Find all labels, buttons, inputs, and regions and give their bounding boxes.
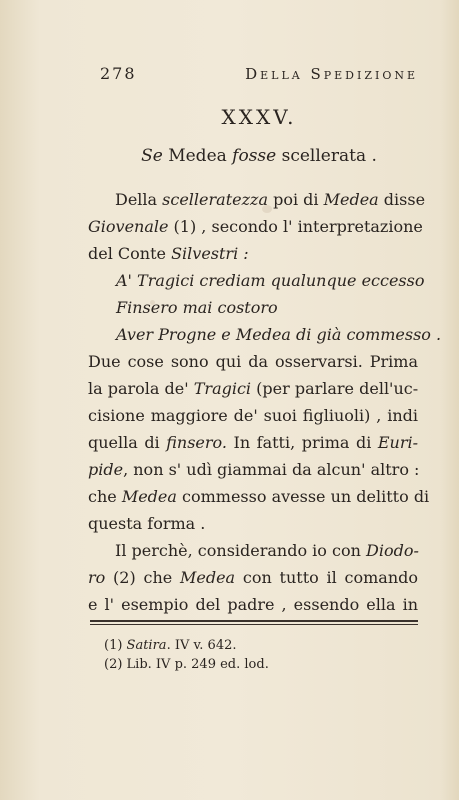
- title-word-fosse: fosse: [232, 146, 277, 166]
- verse-line: Finsero mai costoro: [116, 298, 278, 317]
- text-line: pide, non s' udì giammai da alcun' altro :: [88, 460, 420, 479]
- text-line: ro (2) che Medea con tutto il comando: [88, 568, 419, 587]
- text-line: questa forma .: [88, 514, 206, 533]
- footnotes: [104, 636, 404, 674]
- text-line: Della scelleratezza poi di Medea disse: [115, 190, 426, 209]
- text-line: che Medea commesso avesse un delitto di: [88, 487, 430, 506]
- title-word-se: Se: [141, 146, 163, 166]
- text-line: cisione maggiore de' suoi figliuoli) , indi: [88, 406, 418, 425]
- text-line: del Conte Silvestri :: [88, 244, 249, 263]
- text-line: e l' esempio del padre , essendo ella in: [88, 595, 418, 614]
- verse-line: A' Tragici crediam qualunque eccesso: [116, 271, 425, 290]
- page-number: 278: [100, 64, 137, 83]
- title-word-scellerata: scellerata .: [276, 146, 377, 166]
- chapter-number: XXXV.: [221, 105, 297, 129]
- footnote-2: (2) Lib. IV p. 249 ed. lod.: [104, 657, 269, 672]
- text-line: quella di finsero. In fatti, prima di Euri-: [88, 433, 419, 452]
- text-line: Due cose sono qui da osservarsi. Prima: [88, 352, 418, 371]
- running-title: Della Spedizione: [245, 65, 418, 83]
- footnote-1: (1) Satira. IV v. 642.: [104, 638, 237, 653]
- title-word-medea: Medea: [162, 146, 233, 166]
- chapter-title: [100, 146, 418, 166]
- verse-line: Aver Progne e Medea di già commesso .: [116, 325, 442, 344]
- text-line: la parola de' Tragici (per parlare dell'uc-: [88, 379, 419, 398]
- text-line: Il perchè, considerando io con Diodo-: [115, 541, 419, 560]
- footnote-rule: [90, 620, 418, 627]
- text-line: Giovenale (1) , secondo l' interpretazione: [88, 217, 423, 236]
- page-header: [100, 64, 418, 84]
- body-text: [88, 186, 442, 618]
